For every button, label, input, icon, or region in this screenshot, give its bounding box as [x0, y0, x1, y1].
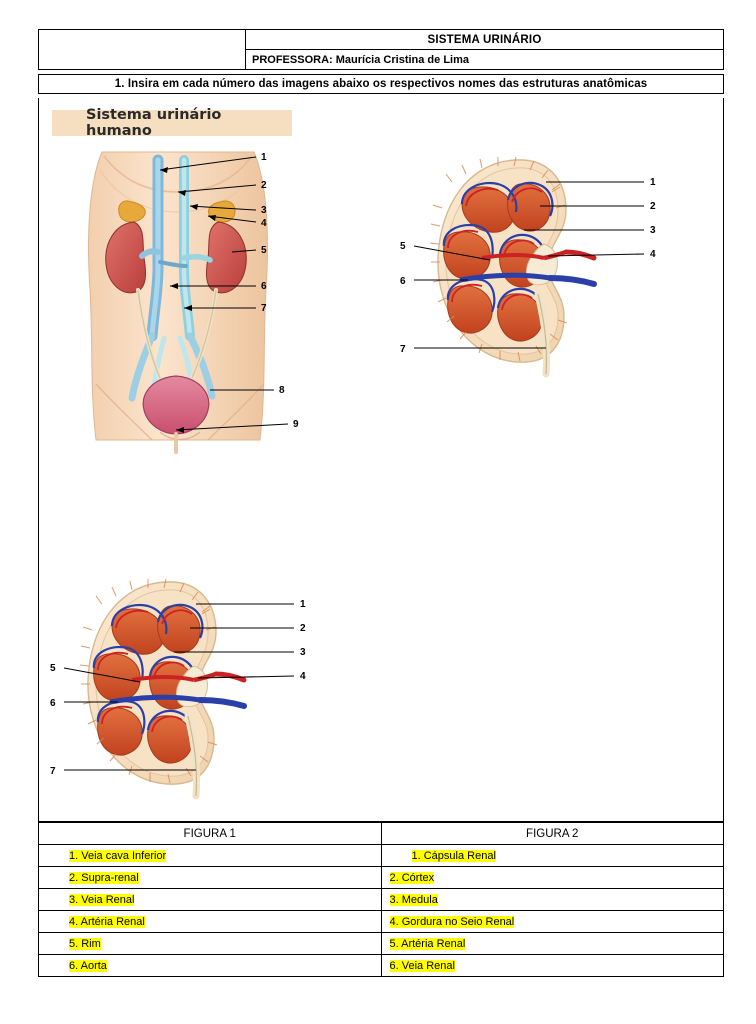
figura-1-header: FIGURA 1 [39, 823, 382, 845]
answer-fig2-5[interactable] [381, 933, 724, 955]
figura-2-header: FIGURA 2 [381, 823, 724, 845]
answers-table [38, 822, 724, 977]
answer-fig2-4-text: 4. Gordura no Seio Renal [389, 915, 515, 928]
label-human-1: 1 [261, 152, 267, 163]
label-kidney-top-2: 2 [650, 201, 656, 212]
answer-fig2-6-text: 6. Veia Renal [389, 959, 455, 972]
answers-row-2 [39, 867, 724, 889]
label-human-8: 8 [279, 385, 285, 396]
answers-row-3 [39, 889, 724, 911]
answer-fig1-3[interactable] [39, 889, 382, 911]
label-kidney-top-4: 4 [650, 249, 656, 260]
answers-row-5 [39, 933, 724, 955]
label-kidney-top-1: 1 [650, 177, 656, 188]
label-human-3: 3 [261, 205, 267, 216]
figure-human-urinary-system [60, 140, 360, 460]
answer-fig1-2-text: 2. Supra-renal [69, 871, 139, 884]
label-kidney-top-3: 3 [650, 225, 656, 236]
answer-fig1-6[interactable] [39, 955, 382, 977]
answer-fig2-6[interactable] [381, 955, 724, 977]
section-banner: Sistema urinário humano [52, 110, 292, 136]
answers-header-row [39, 823, 724, 845]
answer-fig2-1[interactable] [381, 845, 724, 867]
label-human-6: 6 [261, 281, 267, 292]
answer-fig2-4[interactable] [381, 911, 724, 933]
answer-fig1-2[interactable] [39, 867, 382, 889]
answer-fig2-3[interactable] [381, 889, 724, 911]
label-kidney-top-5: 5 [400, 241, 406, 252]
label-kidney-bottom-3: 3 [300, 647, 306, 658]
document-title: SISTEMA URINÁRIO [246, 30, 724, 50]
answer-fig1-6-text: 6. Aorta [69, 959, 107, 972]
label-kidney-bottom-6: 6 [50, 698, 56, 709]
label-kidney-bottom-5: 5 [50, 663, 56, 674]
answer-fig1-3-text: 3. Veia Renal [69, 893, 135, 906]
label-human-5: 5 [261, 245, 267, 256]
figure-kidney-top [398, 148, 688, 398]
answers-row-6 [39, 955, 724, 977]
answer-fig1-1-text: 1. Veia cava Inferior [69, 849, 167, 862]
label-human-2: 2 [261, 180, 267, 191]
header-row-title [39, 30, 724, 50]
answers-row-4 [39, 911, 724, 933]
label-kidney-top-7: 7 [400, 344, 406, 355]
label-kidney-bottom-4: 4 [300, 671, 306, 682]
answer-fig1-5[interactable] [39, 933, 382, 955]
label-kidney-top-6: 6 [400, 276, 406, 287]
header-table [38, 29, 724, 70]
figure-kidney-bottom [48, 570, 338, 820]
answers-row-1 [39, 845, 724, 867]
answer-fig2-1-text: 1. Cápsula Renal [411, 849, 496, 862]
professor-name: PROFESSORA: Maurícia Cristina de Lima [246, 50, 724, 70]
label-kidney-bottom-7: 7 [50, 766, 56, 777]
answer-fig2-5-text: 5. Artéria Renal [389, 937, 466, 950]
answer-fig2-3-text: 3. Medula [389, 893, 438, 906]
label-kidney-bottom-1: 1 [300, 599, 306, 610]
label-human-7: 7 [261, 303, 267, 314]
answer-fig1-4[interactable] [39, 911, 382, 933]
label-kidney-bottom-2: 2 [300, 623, 306, 634]
label-human-9: 9 [293, 419, 299, 430]
question-statement: 1. Insira em cada número das imagens abaixo os respectivos nomes das estruturas anatômicas [38, 74, 724, 94]
label-human-4: 4 [261, 218, 267, 229]
answer-fig2-2-text: 2. Córtex [389, 871, 435, 884]
answer-fig2-2[interactable] [381, 867, 724, 889]
answer-fig1-1[interactable] [39, 845, 382, 867]
answer-fig1-4-text: 4. Artéria Renal [69, 915, 145, 928]
header-logo-cell [39, 30, 246, 70]
answer-fig1-5-text: 5. Rim [69, 937, 101, 950]
